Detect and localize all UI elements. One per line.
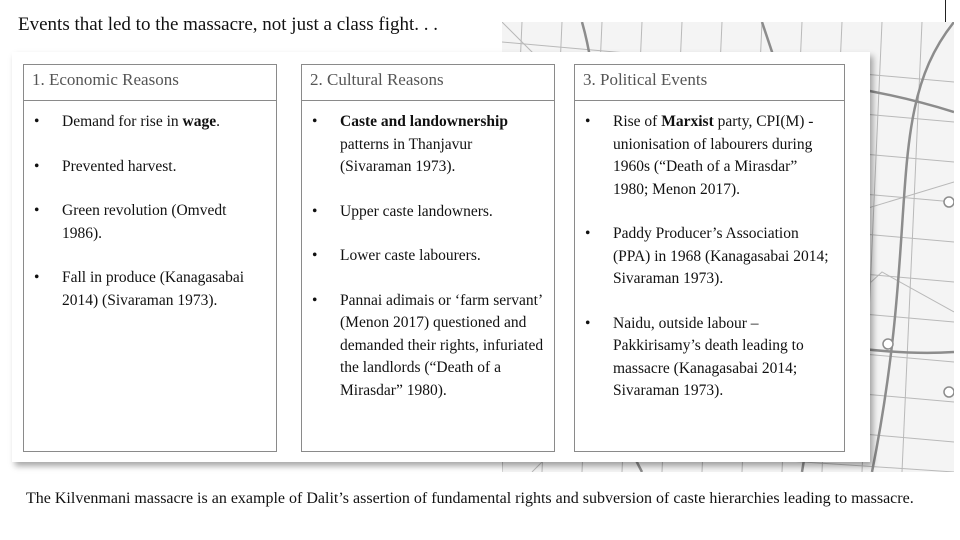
bullet-icon: •	[585, 225, 591, 242]
list-item: • Lower caste labourers.	[308, 245, 546, 268]
list-item: • Caste and landownership patterns in Thanjavur (Sivaraman 1973).	[312, 113, 508, 175]
bullet-icon: •	[312, 291, 318, 309]
list-item: • Rise of Marxist party, CPI(M) - unionisation of labourers during 1960s (“Death of a Mirasdar” 1980; Menon 2017).	[585, 113, 814, 198]
list-item: • Upper caste landowners.	[308, 201, 546, 224]
list-item: • Demand for rise in wage.	[30, 111, 268, 134]
bullet-list	[24, 101, 276, 312]
bullet-icon: •	[312, 202, 318, 220]
list-item: • Fall in produce (Kanagasabai 2014) (Sivaraman 1973).	[34, 269, 245, 309]
list-item: • Paddy Producer’s Association (PPA) in 1968 (Kanagasabai 2014; Sivaraman 1973).	[585, 225, 829, 287]
bullet-icon: •	[34, 113, 40, 130]
bullet-icon: •	[34, 202, 40, 219]
card-header: 2. Cultural Reasons	[302, 65, 554, 101]
footer-text: The Kilvenmani massacre is an example of Dalit’s assertion of fundamental rights and subversion of caste hierarchies leading to massacre.	[26, 490, 914, 507]
page-title: Events that led to the massacre, not just a class fight. . .	[18, 14, 439, 35]
bullet-icon: •	[34, 157, 40, 175]
bullet-icon: •	[585, 113, 591, 130]
bullet-list	[302, 101, 554, 402]
card-header: 1. Economic Reasons	[24, 65, 276, 101]
bullet-icon: •	[585, 314, 591, 332]
corner-divider-line	[945, 0, 946, 22]
list-item: • Pannai adimais or ‘farm servant’ (Menon 2017) questioned and demanded their rights, infuriated the landlords (“Death of a Mirasdar” 1980).	[312, 291, 544, 399]
content-panel	[12, 52, 870, 462]
card-header: 3. Political Events	[575, 65, 844, 101]
card-economic-reasons	[23, 64, 277, 452]
card-political-events	[574, 64, 845, 452]
list-item: • Prevented harvest.	[30, 156, 268, 179]
list-item: • Naidu, outside labour – Pakkirisamy’s death leading to massacre (Kanagasabai 2014; Sivaraman 1973).	[585, 314, 804, 399]
list-item: • Green revolution (Omvedt 1986).	[34, 202, 227, 242]
card-cultural-reasons	[301, 64, 555, 452]
bullet-list	[575, 101, 844, 403]
bullet-icon: •	[312, 247, 318, 264]
bullet-icon: •	[312, 113, 318, 130]
bullet-icon: •	[34, 269, 40, 286]
